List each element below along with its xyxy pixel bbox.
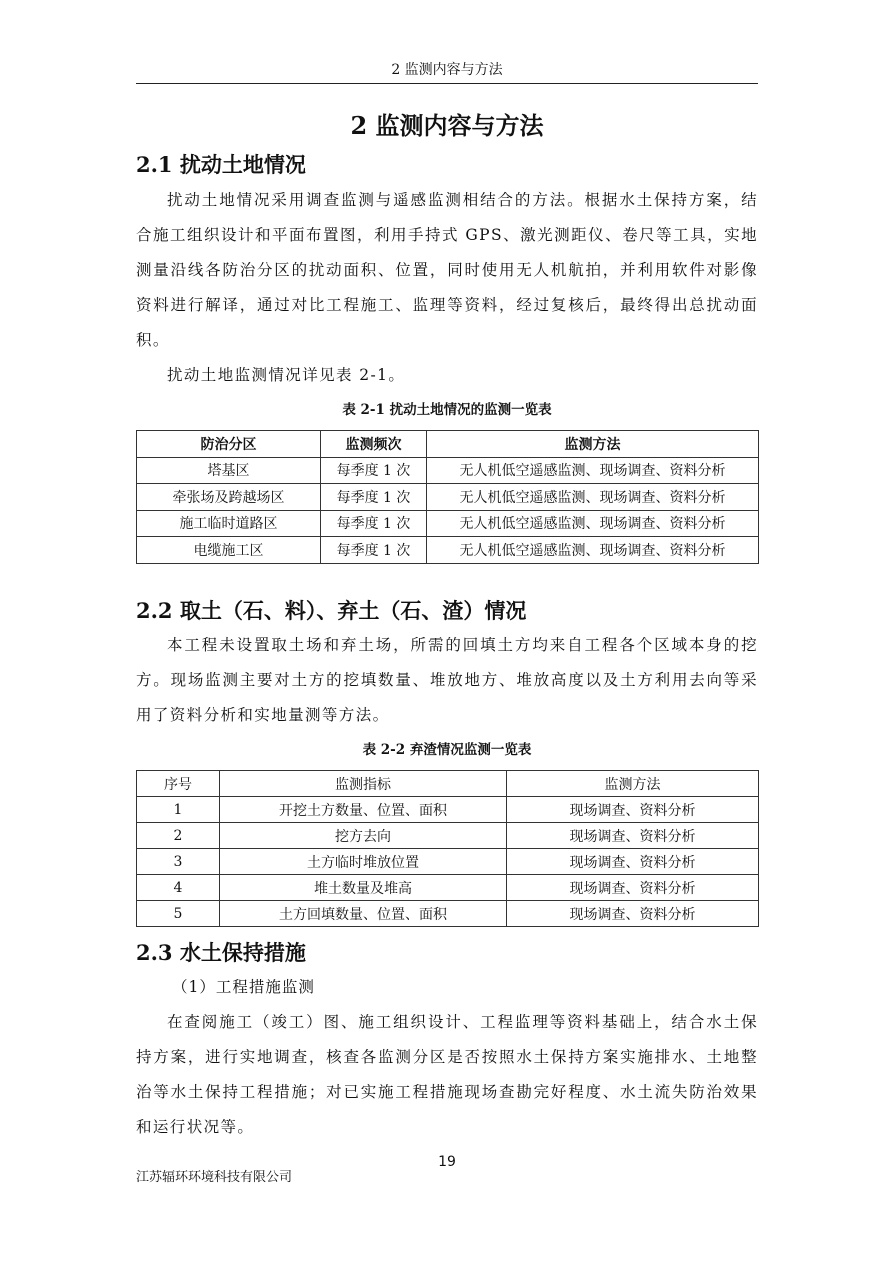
table-row: [137, 849, 759, 875]
table-cell: 现场调查、资料分析: [507, 823, 759, 849]
page-number: 19: [438, 1154, 456, 1170]
table-2-2: [136, 770, 759, 927]
table-header-cell: 序号: [137, 771, 220, 797]
table-row: [137, 510, 759, 537]
section-2-1-heading: 2.1 扰动土地情况: [136, 152, 306, 177]
table-2-2-caption: 表 2-2 弃渣情况监测一览表: [362, 742, 532, 758]
table-header-row: [137, 431, 759, 458]
table-row: [137, 457, 759, 484]
table-cell: 3: [137, 849, 220, 875]
section-2-1-table-reference: 扰动土地监测情况详见表 2-1。: [167, 366, 406, 384]
item-1-label: （1）工程措施监测: [172, 978, 315, 996]
table-header-cell: 监测方法: [507, 771, 759, 797]
table-cell: 现场调查、资料分析: [507, 875, 759, 901]
section-2-3-heading: 2.3 水土保持措施: [136, 940, 306, 965]
table-cell: 每季度 1 次: [321, 457, 427, 484]
table-cell: 挖方去向: [220, 823, 507, 849]
section-2-2-heading: 2.2 取土（石、料）、弃土（石、渣）情况: [136, 598, 527, 623]
table-cell: 牵张场及跨越场区: [137, 484, 321, 511]
table-2-1-caption: 表 2-1 扰动土地情况的监测一览表: [342, 402, 552, 418]
table-cell: 塔基区: [137, 457, 321, 484]
table-header-cell: 监测频次: [321, 431, 427, 458]
table-cell: 土方回填数量、位置、面积: [220, 901, 507, 927]
table-2-1: [136, 430, 759, 564]
chapter-title: 2 监测内容与方法: [350, 111, 544, 140]
footer-company: 江苏辐环环境科技有限公司: [136, 1170, 293, 1185]
table-cell: 现场调查、资料分析: [507, 797, 759, 823]
table-header-row: [137, 771, 759, 797]
table-row: [137, 901, 759, 927]
table-cell: 开挖土方数量、位置、面积: [220, 797, 507, 823]
table-cell: 施工临时道路区: [137, 510, 321, 537]
section-2-3-paragraph: 在查阅施工（竣工）图、施工组织设计、工程监理等资料基础上，结合水土保持方案，进行实地调查，核查各监测分区是否按照水土保持方案实施排水、土地整治等水土保持工程措施；对已实施工程措施现场查勘完好程度、水土流失防治效果和运行状况等。: [136, 1013, 758, 1136]
table-cell: 无人机低空遥感监测、现场调查、资料分析: [427, 537, 759, 564]
section-2-2-paragraph: 本工程未设置取土场和弃土场，所需的回填土方均来自工程各个区域本身的挖方。现场监测主要对土方的挖填数量、堆放地方、堆放高度以及土方利用去向等采用了资料分析和实地量测等方法。: [136, 636, 758, 724]
table-header-cell: 监测指标: [220, 771, 507, 797]
table-header-cell: 防治分区: [137, 431, 321, 458]
section-2-1-paragraph: 扰动土地情况采用调查监测与遥感监测相结合的方法。根据水土保持方案，结合施工组织设计和平面布置图，利用手持式 GPS、激光测距仪、卷尺等工具，实地测量沿线各防治分区的扰动面积、位置，同时使用无人机航拍，并利用软件对影像资料进行解译，通过对比工程施工、监理等资料，经过复核后，最终得出总扰动面积。: [136, 191, 758, 349]
table-cell: 每季度 1 次: [321, 510, 427, 537]
table-row: [137, 484, 759, 511]
table-cell: 无人机低空遥感监测、现场调查、资料分析: [427, 510, 759, 537]
table-cell: 电缆施工区: [137, 537, 321, 564]
running-header: 2 监测内容与方法: [391, 62, 503, 78]
table-cell: 4: [137, 875, 220, 901]
table-cell: 现场调查、资料分析: [507, 901, 759, 927]
table-cell: 1: [137, 797, 220, 823]
table-cell: 5: [137, 901, 220, 927]
table-row: [137, 797, 759, 823]
table-row: [137, 823, 759, 849]
table-cell: 每季度 1 次: [321, 484, 427, 511]
header-divider: [136, 83, 758, 84]
table-cell: 无人机低空遥感监测、现场调查、资料分析: [427, 484, 759, 511]
table-cell: 现场调查、资料分析: [507, 849, 759, 875]
table-header-cell: 监测方法: [427, 431, 759, 458]
table-cell: 土方临时堆放位置: [220, 849, 507, 875]
table-cell: 无人机低空遥感监测、现场调查、资料分析: [427, 457, 759, 484]
table-row: [137, 875, 759, 901]
table-cell: 堆土数量及堆高: [220, 875, 507, 901]
table-row: [137, 537, 759, 564]
table-cell: 2: [137, 823, 220, 849]
table-cell: 每季度 1 次: [321, 537, 427, 564]
